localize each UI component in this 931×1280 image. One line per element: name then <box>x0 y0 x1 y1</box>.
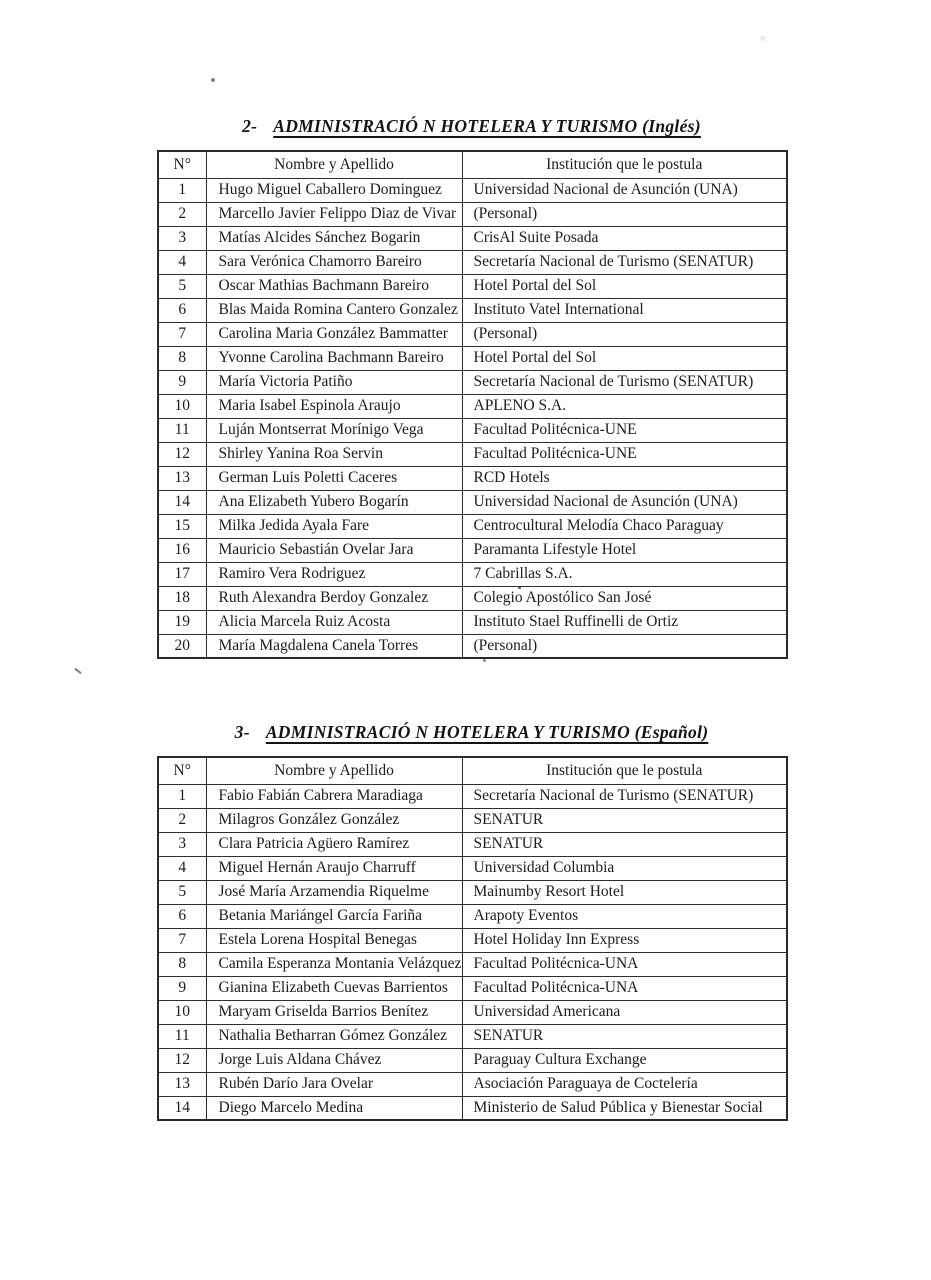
cell-nombre: Sara Verónica Chamorro Bareiro <box>206 250 462 274</box>
cell-institucion: Paramanta Lifestyle Hotel <box>462 538 787 562</box>
cell-nombre: Milka Jedida Ayala Fare <box>206 514 462 538</box>
table-row <box>158 202 787 226</box>
cell-institucion: Hotel Portal del Sol <box>462 274 787 298</box>
cell-nombre: Shirley Yanina Roa Servin <box>206 442 462 466</box>
cell-nombre: María Victoria Patiño <box>206 370 462 394</box>
table-row <box>158 832 787 856</box>
cell-numero: 20 <box>158 634 206 658</box>
cell-institucion: Secretaría Nacional de Turismo (SENATUR) <box>462 370 787 394</box>
cell-nombre: Blas Maida Romina Cantero Gonzalez <box>206 298 462 322</box>
scan-speck <box>760 36 765 41</box>
cell-nombre: Luján Montserrat Morínigo Vega <box>206 418 462 442</box>
cell-nombre: José María Arzamendia Riquelme <box>206 880 462 904</box>
table-row <box>158 250 787 274</box>
cell-institucion: APLENO S.A. <box>462 394 787 418</box>
cell-nombre: Fabio Fabián Cabrera Maradiaga <box>206 784 462 808</box>
table-row <box>158 634 787 658</box>
cell-numero: 4 <box>158 250 206 274</box>
cell-nombre: Maria Isabel Espinola Araujo <box>206 394 462 418</box>
column-header-institucion: Institución que le postula <box>462 757 787 784</box>
cell-nombre: Milagros González González <box>206 808 462 832</box>
cell-institucion: SENATUR <box>462 832 787 856</box>
cell-institucion: 7 Cabrillas S.A. <box>462 562 787 586</box>
cell-nombre: Diego Marcelo Medina <box>206 1096 462 1120</box>
cell-numero: 12 <box>158 442 206 466</box>
cell-numero: 14 <box>158 1096 206 1120</box>
table-row <box>158 490 787 514</box>
cell-institucion: Facultad Politécnica-UNE <box>462 418 787 442</box>
cell-nombre: Jorge Luis Aldana Chávez <box>206 1048 462 1072</box>
cell-nombre: Clara Patricia Agüero Ramírez <box>206 832 462 856</box>
cell-nombre: Hugo Miguel Caballero Dominguez <box>206 178 462 202</box>
section-title <box>157 116 786 137</box>
section-number: 3- <box>234 722 250 742</box>
cell-nombre: Miguel Hernán Araujo Charruff <box>206 856 462 880</box>
cell-institucion: Hotel Portal del Sol <box>462 346 787 370</box>
cell-numero: 3 <box>158 832 206 856</box>
cell-nombre: Nathalia Betharran Gómez González <box>206 1024 462 1048</box>
cell-numero: 8 <box>158 952 206 976</box>
table-row <box>158 322 787 346</box>
cell-institucion: Instituto Vatel International <box>462 298 787 322</box>
cell-numero: 9 <box>158 976 206 1000</box>
cell-nombre: Alicia Marcela Ruiz Acosta <box>206 610 462 634</box>
cell-numero: 5 <box>158 880 206 904</box>
table-row <box>158 1000 787 1024</box>
table-row <box>158 856 787 880</box>
cell-institucion: Universidad Nacional de Asunción (UNA) <box>462 178 787 202</box>
cell-numero: 6 <box>158 904 206 928</box>
cell-institucion: Universidad Nacional de Asunción (UNA) <box>462 490 787 514</box>
table-row <box>158 952 787 976</box>
cell-nombre: Ana Elizabeth Yubero Bogarín <box>206 490 462 514</box>
section-title-text: ADMINISTRACIÓ N HOTELERA Y TURISMO (Español) <box>265 722 709 742</box>
cell-institucion: Ministerio de Salud Pública y Bienestar Social <box>462 1096 787 1120</box>
cell-institucion: (Personal) <box>462 322 787 346</box>
table-header-row <box>158 757 787 784</box>
cell-numero: 13 <box>158 1072 206 1096</box>
cell-numero: 6 <box>158 298 206 322</box>
table-row <box>158 370 787 394</box>
candidates-table-espanol <box>157 756 788 1121</box>
table-row <box>158 442 787 466</box>
cell-numero: 10 <box>158 1000 206 1024</box>
section-hoteleria-espanol <box>157 722 786 1121</box>
table-row <box>158 586 787 610</box>
cell-institucion: (Personal) <box>462 634 787 658</box>
cell-nombre: German Luis Poletti Caceres <box>206 466 462 490</box>
cell-institucion: (Personal) <box>462 202 787 226</box>
table-row <box>158 418 787 442</box>
table-row <box>158 1096 787 1120</box>
cell-nombre: Yvonne Carolina Bachmann Bareiro <box>206 346 462 370</box>
table-row <box>158 904 787 928</box>
table-row <box>158 880 787 904</box>
section-number: 2- <box>242 116 258 136</box>
cell-nombre: Carolina Maria González Bammatter <box>206 322 462 346</box>
cell-numero: 2 <box>158 202 206 226</box>
cell-numero: 1 <box>158 178 206 202</box>
cell-numero: 9 <box>158 370 206 394</box>
cell-institucion: SENATUR <box>462 808 787 832</box>
column-header-nombre: Nombre y Apellido <box>206 151 462 178</box>
scan-tick-mark <box>74 668 82 675</box>
column-header-numero: N° <box>158 757 206 784</box>
cell-numero: 7 <box>158 928 206 952</box>
table-row <box>158 514 787 538</box>
table-row <box>158 784 787 808</box>
cell-numero: 19 <box>158 610 206 634</box>
candidates-table-ingles <box>157 150 788 659</box>
table-row <box>158 808 787 832</box>
cell-institucion: Hotel Holiday Inn Express <box>462 928 787 952</box>
cell-nombre: Rubén Darío Jara Ovelar <box>206 1072 462 1096</box>
table-row <box>158 610 787 634</box>
cell-institucion: CrisAl Suite Posada <box>462 226 787 250</box>
cell-institucion: Mainumby Resort Hotel <box>462 880 787 904</box>
table-row <box>158 346 787 370</box>
cell-numero: 13 <box>158 466 206 490</box>
cell-numero: 1 <box>158 784 206 808</box>
cell-institucion: Centrocultural Melodía Chaco Paraguay <box>462 514 787 538</box>
table-row <box>158 1024 787 1048</box>
cell-numero: 10 <box>158 394 206 418</box>
cell-numero: 14 <box>158 490 206 514</box>
table-row <box>158 274 787 298</box>
cell-institucion: Facultad Politécnica-UNA <box>462 952 787 976</box>
column-header-institucion: Institución que le postula <box>462 151 787 178</box>
cell-numero: 16 <box>158 538 206 562</box>
table-row <box>158 178 787 202</box>
cell-nombre: Matías Alcides Sánchez Bogarin <box>206 226 462 250</box>
table-row <box>158 976 787 1000</box>
table-header-row <box>158 151 787 178</box>
cell-nombre: Gianina Elizabeth Cuevas Barrientos <box>206 976 462 1000</box>
cell-nombre: Camila Esperanza Montania Velázquez <box>206 952 462 976</box>
section-hoteleria-ingles <box>157 116 786 659</box>
cell-institucion: Facultad Politécnica-UNA <box>462 976 787 1000</box>
cell-institucion: Paraguay Cultura Exchange <box>462 1048 787 1072</box>
cell-numero: 2 <box>158 808 206 832</box>
scan-speck <box>211 78 215 82</box>
table-row <box>158 466 787 490</box>
cell-nombre: Ramiro Vera Rodriguez <box>206 562 462 586</box>
cell-numero: 12 <box>158 1048 206 1072</box>
cell-numero: 3 <box>158 226 206 250</box>
cell-nombre: María Magdalena Canela Torres <box>206 634 462 658</box>
table-row <box>158 928 787 952</box>
table-row <box>158 1048 787 1072</box>
cell-institucion: SENATUR <box>462 1024 787 1048</box>
column-header-nombre: Nombre y Apellido <box>206 757 462 784</box>
section-title <box>157 722 786 743</box>
cell-numero: 15 <box>158 514 206 538</box>
cell-institucion: Secretaría Nacional de Turismo (SENATUR) <box>462 250 787 274</box>
cell-numero: 5 <box>158 274 206 298</box>
table-row <box>158 298 787 322</box>
cell-numero: 18 <box>158 586 206 610</box>
cell-numero: 11 <box>158 418 206 442</box>
cell-institucion: RCD Hotels <box>462 466 787 490</box>
cell-nombre: Maryam Griselda Barrios Benítez <box>206 1000 462 1024</box>
cell-numero: 7 <box>158 322 206 346</box>
cell-numero: 17 <box>158 562 206 586</box>
cell-institucion: Colegio Apostólico San José <box>462 586 787 610</box>
cell-institucion: Instituto Stael Ruffinelli de Ortiz <box>462 610 787 634</box>
cell-institucion: Secretaría Nacional de Turismo (SENATUR) <box>462 784 787 808</box>
cell-institucion: Arapoty Eventos <box>462 904 787 928</box>
cell-institucion: Facultad Politécnica-UNE <box>462 442 787 466</box>
cell-nombre: Oscar Mathias Bachmann Bareiro <box>206 274 462 298</box>
cell-institucion: Universidad Columbia <box>462 856 787 880</box>
cell-institucion: Asociación Paraguaya de Coctelería <box>462 1072 787 1096</box>
cell-institucion: Universidad Americana <box>462 1000 787 1024</box>
cell-nombre: Estela Lorena Hospital Benegas <box>206 928 462 952</box>
scan-speck <box>483 659 486 662</box>
cell-nombre: Betania Mariángel García Fariña <box>206 904 462 928</box>
table-row <box>158 394 787 418</box>
table-row <box>158 562 787 586</box>
cell-nombre: Ruth Alexandra Berdoy Gonzalez <box>206 586 462 610</box>
table-row <box>158 1072 787 1096</box>
cell-numero: 11 <box>158 1024 206 1048</box>
table-row <box>158 538 787 562</box>
cell-numero: 4 <box>158 856 206 880</box>
cell-nombre: Mauricio Sebastián Ovelar Jara <box>206 538 462 562</box>
column-header-numero: N° <box>158 151 206 178</box>
cell-nombre: Marcello Javier Felippo Diaz de Vivar <box>206 202 462 226</box>
table-row <box>158 226 787 250</box>
cell-numero: 8 <box>158 346 206 370</box>
section-title-text: ADMINISTRACIÓ N HOTELERA Y TURISMO (Inglés) <box>273 116 701 136</box>
